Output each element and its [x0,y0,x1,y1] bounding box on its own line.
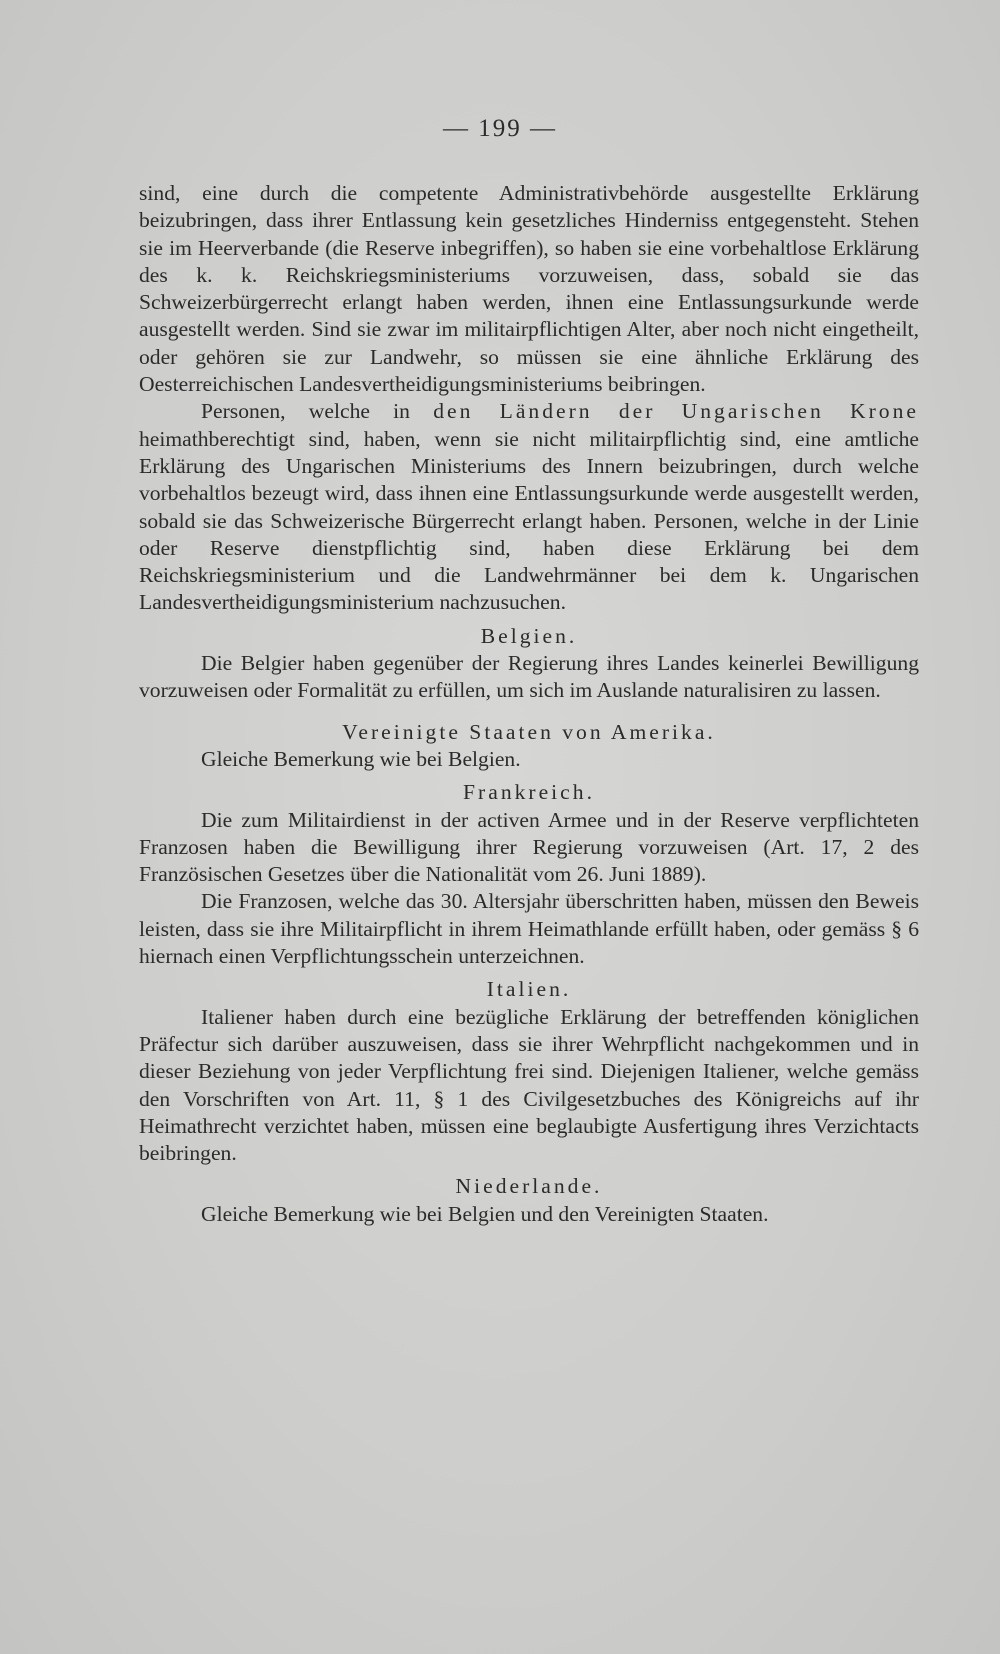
heading-italien: Italien. [486,977,572,1002]
heading-belgien: Belgien. [480,623,578,648]
paragraph-austria-continued: sind, eine durch die competente Administrativbehörde ausgestellte Erklärung beizubringen, dass ihrer Entlassung kein gesetzliches Hinderniss entgegensteht. Stehen sie im Heerverbande (die Reserve inbegriffen), so haben sie eine vorbehaltlose Erklärung des k. k. Reichskriegsministeriums vorzuweisen, dass, sobald sie das Schweizerbürgerrecht erlangt haben werden, ihnen eine Entlassungsurkunde werde ausgestellt werden. Sind sie zwar im militairpflichtigen Alter, aber noch nicht eingetheilt, oder gehören sie zur Landwehr, so müssen sie eine ähnliche Erklärung des Oesterreichischen Landesvertheidigungsministeriums beibringen. [139,181,919,397]
heading-vereinigte-staaten: Vereinigte Staaten von Amerika. [342,719,716,744]
body-text [139,180,919,1228]
heading-frankreich: Frankreich. [463,780,595,805]
paragraph-vereinigte-staaten: Gleiche Bemerkung wie bei Belgien. [201,746,521,771]
paragraph-hungary-lead: Personen, welche in [201,399,410,424]
paragraph-hungary [139,398,919,616]
paragraph-italien: Italiener haben durch eine bezügliche Erklärung der betreffenden königlichen Präfectur sich darüber auszuweisen, dass sie ihrer Wehrpflicht nachgekommen und in dieser Beziehung von jeder Verpflichtung frei sind. Diejenigen Italiener, welche gemäss den Vorschriften von Art. 11, § 1 des Civilgesetzbuches des Königreichs auf ihr Heimathrecht verzichtet haben, müssen eine beglaubigte Ausfertigung ihres Verzichtacts beibringen. [139,1004,919,1166]
page-number: — 199 — [443,115,557,142]
paragraph-frankreich-2: Die Franzosen, welche das 30. Altersjahr überschritten haben, müssen den Beweis leisten, dass sie ihre Militairpflicht in ihrem Heimathlande erfüllt haben, oder gemäss § 6 hiernach einen Verpflichtungsschein unterzeichnen. [139,889,919,969]
paragraph-frankreich-1: Die zum Militairdienst in der activen Armee und in der Reserve verpflichteten Franzosen haben die Bewilligung ihrer Regierung vorzuweisen (Art. 17, 2 des Französischen Gesetzes über die Nationalität vom 26. Juni 1889). [139,807,919,887]
paragraph-hungary-rest: heimathberechtigt sind, haben, wenn sie nicht militairpflichtig sind, eine amtliche Erklärung des Ungarischen Ministeriums des Innern beizubringen, durch welche vorbehaltlos bezeugt wird, dass ihnen eine Entlassungsurkunde werde ausgestellt werden, sobald sie das Schweizerische Bürgerrecht erlangt haben. Personen, welche in der Linie oder Reserve dienstpflichtig sind, haben diese Erklärung bei dem Reichskriegsministerium und die Landwehrmänner bei dem k. Ungarischen Landesvertheidigungsministerium nachzusuchen. [139,426,919,615]
paragraph-niederlande: Gleiche Bemerkung wie bei Belgien und den Vereinigten Staaten. [201,1201,769,1226]
heading-niederlande: Niederlande. [455,1174,603,1199]
paragraph-belgien: Die Belgier haben gegenüber der Regierung ihres Landes keinerlei Bewilligung vorzuweisen oder Formalität zu erfüllen, um sich im Auslande naturalisiren zu lassen. [139,651,919,703]
paragraph-hungary-spaced-phrase: den Ländern der Ungarischen Krone [433,399,919,424]
